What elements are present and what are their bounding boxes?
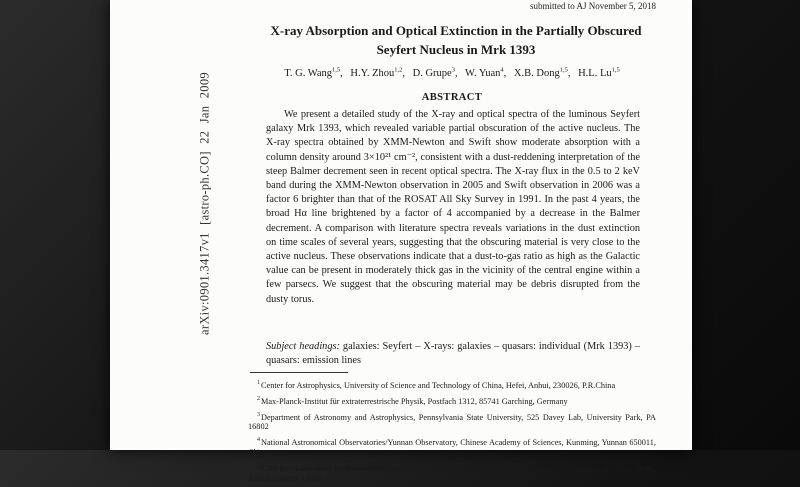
footnote-text: CAS Key Laboratory for Research in galaxies and Cosmology, University of Science and Technology of China, Hefei, Anhui, 230026, China (248, 463, 656, 483)
arxiv-stamp: arXiv:0901.3417v1 [astro-ph.CO] 22 Jan 2009 (197, 72, 212, 335)
author-name: D. Grupe (412, 67, 452, 79)
subject-headings-text: galaxies: Seyfert – X-rays: galaxies – quasars: individual (Mrk 1393) – quasars: emission lines (266, 341, 640, 366)
author (413, 68, 458, 79)
author-affiliation-sup: 4 (500, 66, 504, 73)
footnote (248, 410, 656, 433)
submitted-note: submitted to AJ November 5, 2018 (530, 1, 656, 11)
footnote (248, 394, 656, 407)
author (465, 68, 506, 79)
footnote (248, 435, 656, 458)
paper-page (110, 0, 692, 483)
abstract-text: We present a detailed study of the X-ray and optical spectra of the luminous Seyfert galaxy Mrk 1393, which revealed variable partial obscuration of the active nucleus. The X-ray spectra obtained by XMM-Newton and Swift show moderate absorption with a column density around 3×10²¹ cm⁻², consistent with a dust-reddening interpretation of the steep Balmer decrement seen in recent optical spectra. The X-ray flux in the 0.5 to 2 keV band during the XMM-Newton observation in 2005 and Swift observation in 2006 was a factor 6 brighter than that of the ROSAT All Sky Survey in 1991. In the past 4 years, the broad Hα line brightened by a factor of 4 accompanied by a decrease in the Balmer decrement. A comparison with literature spectra reveals variations in the dust extinction on time scales of several years, suggesting that the obscuring material is very close to the active nucleus. These observations indicate that a dust-to-gas ratio as high as the Galactic value can be present in moderately thick gas in the vicinity of the central engine within a few parsecs. We suggest that the obscuring material may be debris disrupted from the dusty torus. (266, 109, 640, 305)
footnote-list (248, 378, 656, 487)
footnote-text: Department of Astronomy and Astrophysics, Pennsylvania State University, 525 Davey Lab, University Park, PA 16802 (248, 412, 656, 432)
footnote-number: 3 (257, 411, 260, 418)
author (578, 68, 620, 79)
author-name: X.B. Dong (513, 67, 560, 79)
author (350, 68, 405, 79)
author-list (248, 66, 656, 79)
author-affiliation-sup: 1,5 (559, 66, 568, 73)
footnote-number: 5 (257, 463, 260, 470)
footnote-text: Max-Planck-Institut für extraterrestrische Physik, Postfach 1312, 85741 Garching, Germany (261, 396, 568, 406)
paper-title: X-ray Absorption and Optical Extinction in the Partially Obscured Seyfert Nucleus in Mrk 1393 (270, 23, 642, 57)
author-affiliation-sup: 3 (451, 66, 455, 73)
author-name: W. Yuan (465, 67, 501, 79)
footnote-text: Center for Astrophysics, University of Science and Technology of China, Hefei, Anhui, 230026, P.R.China (261, 380, 616, 390)
author-affiliation-sup: 1,2 (394, 66, 403, 73)
author-name: H.L. Lu (578, 67, 612, 79)
footnote-number: 4 (257, 437, 260, 444)
footnote (248, 378, 656, 391)
footnote-number: 1 (257, 380, 260, 386)
subject-headings (266, 340, 640, 367)
author-name: H.Y. Zhou (350, 67, 395, 79)
footnote-rule (250, 372, 348, 373)
author-affiliation-sup: 1,5 (611, 66, 620, 73)
author-name: T. G. Wang (284, 67, 333, 79)
footnote-number: 2 (257, 395, 260, 402)
abstract-heading: ABSTRACT (421, 92, 483, 103)
footnote (248, 461, 656, 484)
author-affiliation-sup: 1,5 (332, 66, 341, 73)
author (514, 68, 571, 79)
subject-headings-label: Subject headings: (266, 341, 340, 352)
footnote-text: National Astronomical Observatories/Yunnan Observatory, Chinese Academy of Sciences, Kunming, Yunnan 650011, China (248, 438, 656, 458)
author (284, 68, 343, 79)
